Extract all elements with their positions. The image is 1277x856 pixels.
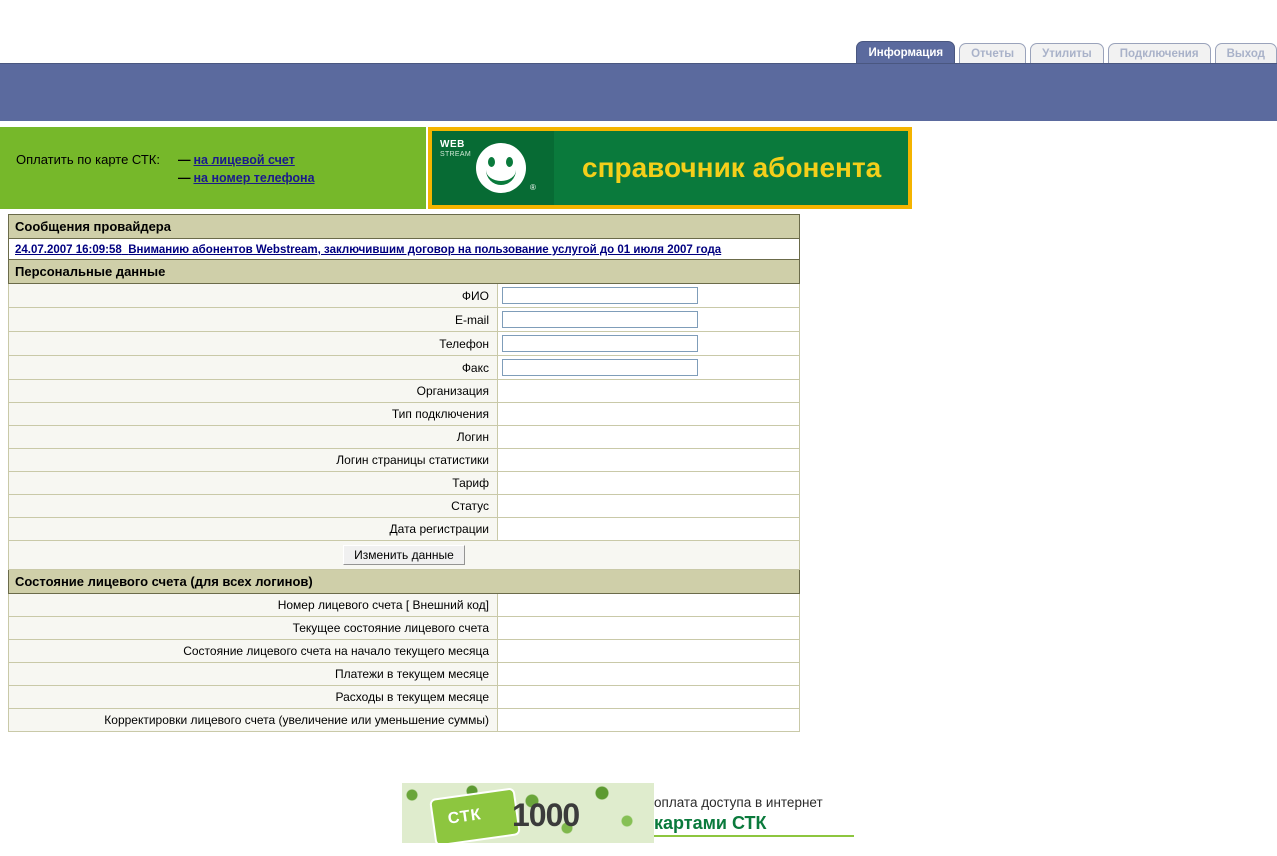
email-label: E-mail [9,308,498,332]
tab-vyhod[interactable]: Выход [1215,43,1277,64]
login-label: Логин [9,426,498,449]
email-cell [498,308,800,332]
subscriber-info-table [8,214,800,732]
tariff-value [498,472,800,495]
registration-date-value [498,518,800,541]
banner-line-2: картами СТК [654,813,767,833]
table-row [9,709,800,732]
tab-otchety[interactable]: Отчеты [959,43,1026,64]
webstream-logo [432,131,554,205]
table-row [9,663,800,686]
stk-card-ad-banner[interactable] [402,783,872,843]
table-row [9,472,800,495]
provider-notice-link[interactable] [15,244,721,256]
stats-login-label: Логин страницы статистики [9,449,498,472]
current-balance-label: Текущее состояние лицевого счета [9,617,498,640]
logo-word-web: WEB [440,139,465,150]
month-start-balance-label: Состояние лицевого счета на начало текущего месяца [9,640,498,663]
fax-label: Факс [9,356,498,380]
fio-cell [498,284,800,308]
table-row [9,640,800,663]
tariff-label: Тариф [9,472,498,495]
payments-this-month-value [498,663,800,686]
banner-text-block [654,783,872,843]
card-amount: 1000 [512,797,580,833]
organization-label: Организация [9,380,498,403]
fax-field[interactable] [502,359,698,376]
promo-links [178,151,315,187]
account-number-label: Номер лицевого счета [ Внешний код] [9,594,498,617]
table-row [9,518,800,541]
expenses-this-month-value [498,686,800,709]
change-data-cell [9,541,800,570]
current-balance-value [498,617,800,640]
section-provider-messages: Сообщения провайдера [9,215,800,239]
table-row [9,356,800,380]
pay-to-phone-link[interactable]: на номер телефона [193,171,315,185]
phone-field[interactable] [502,335,698,352]
table-row [9,284,800,308]
section-personal-data: Персональные данные [9,260,800,284]
table-row [9,686,800,709]
promo-dash-2: — [178,171,191,185]
banner-row [0,127,920,209]
nav-tabs [856,41,1277,64]
notice-text: Вниманию абонентов Webstream, заключившим договор на пользование услугой до 01 июля 2007 года [128,244,722,256]
provider-notice-row [9,239,800,260]
stats-login-value [498,449,800,472]
table-row [9,449,800,472]
table-row [9,426,800,449]
section-account-state: Состояние лицевого счета (для всех логинов) [9,570,800,594]
tab-utility[interactable]: Утилиты [1030,43,1104,64]
login-value [498,426,800,449]
table-row [9,308,800,332]
corrections-label: Корректировки лицевого счета (увеличение или уменьшение суммы) [9,709,498,732]
email-field[interactable] [502,311,698,328]
table-row [9,617,800,640]
organization-value [498,380,800,403]
pay-to-account-link[interactable]: на лицевой счет [193,153,295,167]
table-row [9,332,800,356]
stk-card-label: СТК [446,806,483,828]
phone-cell [498,332,800,356]
banner-underline [654,835,854,837]
fio-label: ФИО [9,284,498,308]
table-row [9,495,800,518]
promo-dash-1: — [178,153,191,167]
logo-word-stream: STREAM [440,151,471,158]
table-row [9,380,800,403]
expenses-this-month-label: Расходы в текущем месяце [9,686,498,709]
banner-title: справочник абонента [582,152,882,183]
fio-field[interactable] [502,287,698,304]
tab-podklyucheniya[interactable]: Подключения [1108,43,1211,64]
smiley-icon [476,143,526,193]
registered-mark: ® [530,183,536,192]
nav-tabstrip [0,42,1277,64]
table-row [9,403,800,426]
notice-date: 24.07.2007 16:09:58 [15,244,122,256]
status-label: Статус [9,495,498,518]
month-start-balance-value [498,640,800,663]
table-row [9,594,800,617]
payment-promo-banner [0,127,426,209]
tab-informaciya[interactable]: Информация [856,41,955,64]
account-number-value [498,594,800,617]
subscriber-handbook-banner [428,127,912,209]
payments-this-month-label: Платежи в текущем месяце [9,663,498,686]
connection-type-value [498,403,800,426]
change-data-button[interactable]: Изменить данные [343,545,465,565]
connection-type-label: Тип подключения [9,403,498,426]
registration-date-label: Дата регистрации [9,518,498,541]
promo-label: Оплатить по карте СТК: [16,152,160,167]
corrections-value [498,709,800,732]
header-band [0,63,1277,122]
status-value [498,495,800,518]
fax-cell [498,356,800,380]
phone-label: Телефон [9,332,498,356]
banner-line-1: оплата доступа в интернет [654,795,823,810]
